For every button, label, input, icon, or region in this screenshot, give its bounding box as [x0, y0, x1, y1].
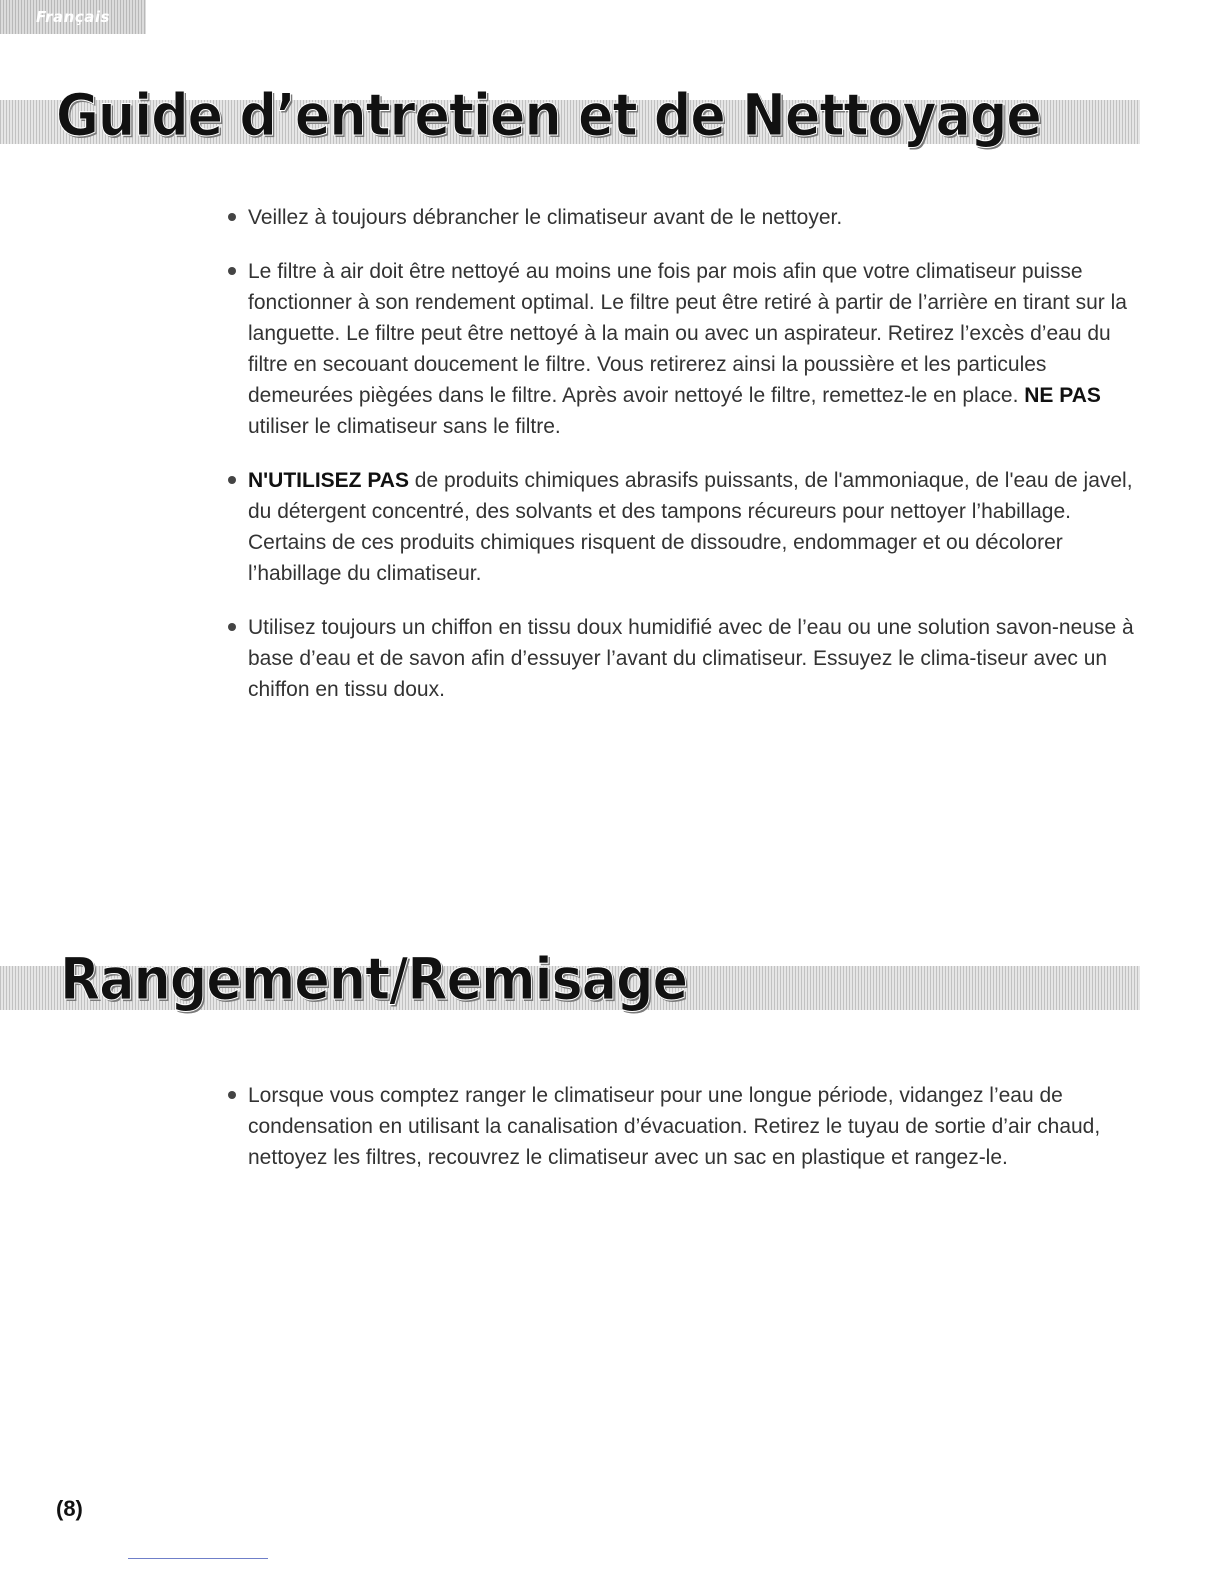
page-number: (8) — [56, 1496, 83, 1521]
language-tab-label: Français — [36, 8, 110, 26]
section-title-maintenance: Guide d’entretien et de Nettoyage — [56, 81, 1041, 149]
bullet-item — [228, 1080, 1136, 1173]
bullet-dot-icon — [228, 267, 236, 275]
bullet-text: Le filtre à air doit être nettoyé au moins une fois par mois afin que votre climatiseur puisse fonctionner à son rendement optimal. Le filtre peut être retiré à partir de l’arrière en tirant sur la languette. Le filtre peut être nettoyé à la main ou avec un aspirateur. Retirez l’excès d’eau du filtre en secouant doucement le filtre. Vous retirerez ainsi la poussière et les particules demeurées piègées dans le filtre. Après avoir nettoyé le filtre, remettez-le en place. — [248, 260, 1127, 407]
bullet-dot-icon — [228, 213, 236, 221]
bullet-text: Lorsque vous comptez ranger le climatiseur pour une longue période, vidangez l’eau de condensation en utilisant la canalisation d’évacuation. Retirez le tuyau de sortie d’air chaud, nettoyez les filtres, recouvrez le climatiseur avec un sac en plastique et rangez-le. — [248, 1084, 1101, 1169]
maintenance-list — [228, 202, 1136, 728]
bullet-text: Veillez à toujours débrancher le climatiseur avant de le nettoyer. — [248, 206, 843, 229]
bullet-text: de produits chimiques abrasifs puissants, de l'ammoniaque, de l'eau de javel, du détergent concentré, des solvants et des tampons récureurs pour nettoyer l’habillage. Certains de ces produits chimiques risquent de dissoudre, endommager et ou décolorer l’habillage du climatiseur. — [248, 469, 1133, 585]
bullet-text: utiliser le climatiseur sans le filtre. — [248, 415, 561, 438]
bullet-dot-icon — [228, 1091, 236, 1099]
language-tab — [0, 0, 146, 34]
bullet-item — [228, 202, 1136, 233]
bullet-dot-icon — [228, 623, 236, 631]
bullet-emphasis: NE PAS — [1024, 384, 1101, 407]
bullet-item — [228, 612, 1136, 705]
section-title-storage: Rangement/Remisage — [60, 945, 688, 1013]
bullet-item — [228, 256, 1136, 442]
bullet-dot-icon — [228, 476, 236, 484]
footer-rule — [128, 1558, 268, 1559]
storage-list — [228, 1080, 1136, 1196]
bullet-item — [228, 465, 1136, 589]
bullet-emphasis: N'UTILISEZ PAS — [248, 469, 409, 492]
bullet-text: Utilisez toujours un chiffon en tissu doux humidifié avec de l’eau ou une solution savon-neuse à base d’eau et de savon afin d’essuyer l’avant du climatiseur. Essuyez le clima-tiseur avec un chiffon en tissu doux. — [248, 616, 1134, 701]
